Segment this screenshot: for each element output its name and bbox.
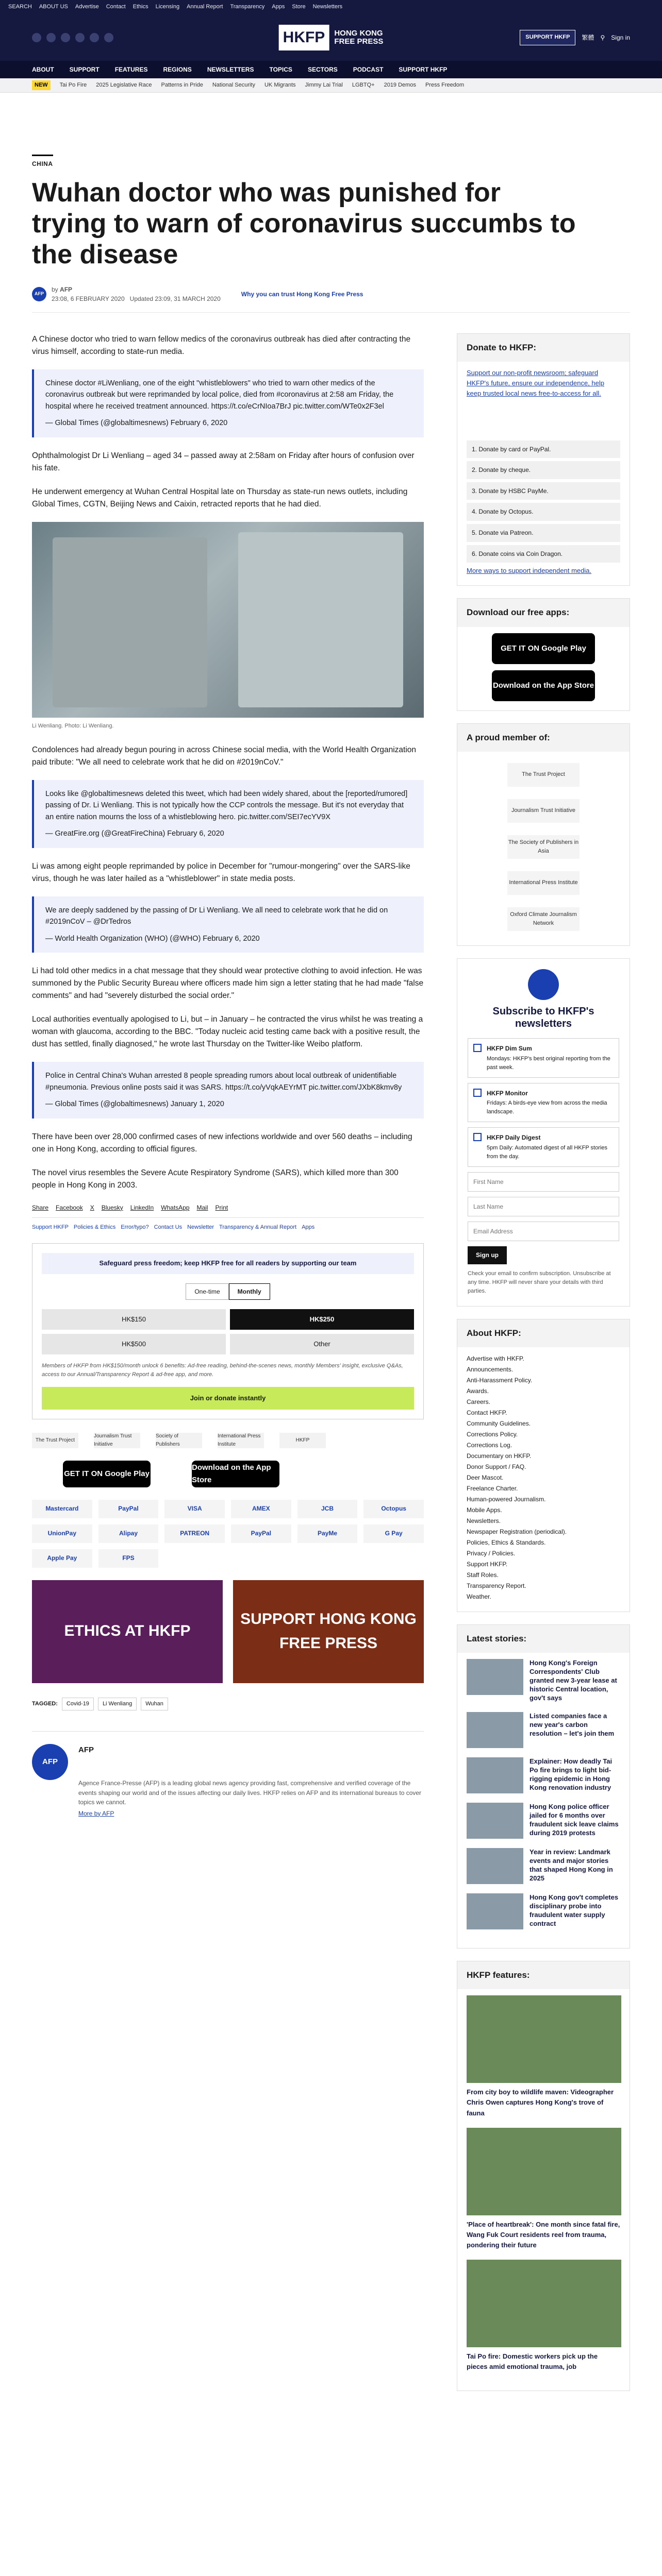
footer-link[interactable]: Newsletter bbox=[187, 1224, 214, 1231]
utility-link[interactable]: ABOUT US bbox=[39, 4, 68, 10]
more-by-author[interactable]: More by AFP bbox=[78, 1809, 114, 1817]
option-desc: Fridays: A birds-eye view from across the media landscape. bbox=[487, 1100, 607, 1115]
header-left bbox=[32, 33, 113, 42]
instagram-icon[interactable] bbox=[61, 33, 70, 42]
app-store-row bbox=[32, 1461, 424, 1487]
story-title[interactable]: Year in review: Landmark events and major stories that shaped Hong Kong in 2025 bbox=[529, 1848, 613, 1882]
latest-story[interactable] bbox=[457, 1659, 630, 1702]
new-badge: NEW bbox=[32, 80, 51, 90]
donate-title: Donate to HKFP: bbox=[457, 334, 630, 362]
paragraph: Condolences had already begun pouring in across Chinese social media, with the World Health Organization paid tribute: "We all need to celebrate work that he did on #2019nCoV." bbox=[32, 745, 417, 767]
story-title[interactable]: Listed companies face a new year's carbon resolution – let's join them bbox=[529, 1711, 615, 1737]
byline-text bbox=[52, 285, 221, 304]
story-thumbnail[interactable] bbox=[467, 1893, 523, 1929]
site-logo[interactable] bbox=[279, 25, 384, 51]
about-sidebox bbox=[457, 1319, 630, 1612]
checkbox[interactable] bbox=[473, 1089, 482, 1097]
byline-prefix: by bbox=[52, 285, 58, 293]
photo-caption: Li Wenliang. Photo: Li Wenliang. bbox=[32, 722, 114, 729]
footer-link[interactable]: Apps bbox=[302, 1224, 315, 1231]
nav-item[interactable]: FEATURES bbox=[114, 65, 148, 73]
signup-note: Check your email to confirm subscription. Unsubscribe at any time. HKFP will never share your details with third parties. bbox=[468, 1270, 611, 1294]
latest-list bbox=[457, 1659, 630, 1929]
member-logo[interactable]: Journalism Trust Initiative bbox=[507, 799, 580, 823]
about-link[interactable]: Support HKFP. bbox=[467, 1561, 508, 1568]
paragraph: Li had told other medics in a chat message that they should wear protective clothing to avoid infection. He was summoned by the Public Security Bureau where officers made him sign a letter stating that he had made "false comments" and had "severely disturbed the social order." bbox=[32, 967, 424, 1001]
bluesky-icon[interactable] bbox=[104, 33, 113, 42]
app-store-badge[interactable]: Download on the App Store bbox=[492, 670, 595, 701]
utility-link[interactable]: Store bbox=[292, 4, 306, 10]
donate-option[interactable]: 4. Donate by Octopus. bbox=[467, 503, 620, 521]
about-link[interactable]: Newspaper Registration (periodical). bbox=[467, 1528, 567, 1536]
tweet-text: Police in Central China's Wuhan arrested 8 people spreading rumors about local outbreak of unidentifiable #pneumonia. Previous online posts said it was SARS. https://t.co/yVqkAEYrMT pic.twitter.com/JXbK8kmv8y bbox=[45, 1072, 402, 1092]
utility-link[interactable]: Contact bbox=[106, 4, 126, 10]
newsletter-option[interactable] bbox=[468, 1038, 619, 1078]
tweet-source[interactable]: — World Health Organization (WHO) (@WHO) February 6, 2020 bbox=[45, 934, 260, 943]
feature-story[interactable] bbox=[457, 1995, 630, 2118]
about-link[interactable]: Corrections Policy. bbox=[467, 1431, 518, 1438]
donate-option[interactable]: 3. Donate by HSBC PayMe. bbox=[467, 482, 620, 500]
logo-mark: HKFP bbox=[279, 25, 329, 51]
about-link[interactable]: Deer Mascot. bbox=[467, 1474, 504, 1482]
payment-logo: AMEX bbox=[231, 1500, 291, 1518]
monthly-option[interactable]: Monthly bbox=[229, 1283, 270, 1300]
story-title[interactable]: Explainer: How deadly Tai Po fire brings to light bid-rigging epidemic in Hong Kong renovation industry bbox=[529, 1757, 613, 1791]
apps-title: Download our free apps: bbox=[457, 599, 630, 626]
utility-link[interactable]: Annual Report bbox=[187, 4, 223, 10]
donate-options bbox=[467, 440, 620, 563]
nav-item[interactable]: NEWSLETTERS bbox=[207, 65, 254, 73]
article-body bbox=[32, 333, 424, 2404]
trending-link[interactable]: 2025 Legislative Race bbox=[96, 81, 152, 88]
amount-option-other[interactable]: Other bbox=[230, 1334, 414, 1354]
trust-logo[interactable]: Journalism Trust Initiative bbox=[94, 1433, 140, 1448]
photo-panel-left bbox=[53, 537, 207, 707]
trending-links bbox=[60, 81, 464, 90]
payment-logo: Mastercard bbox=[32, 1500, 92, 1518]
google-play-badge[interactable]: GET IT ON Google Play bbox=[492, 633, 595, 664]
about-link[interactable]: Awards. bbox=[467, 1387, 489, 1395]
about-link[interactable]: Contact HKFP. bbox=[467, 1409, 507, 1417]
newsletter-option[interactable] bbox=[468, 1083, 619, 1123]
tag[interactable]: Li Wenliang bbox=[98, 1698, 137, 1710]
signin-link[interactable]: Sign in bbox=[611, 33, 630, 41]
about-link[interactable]: Donor Support / FAQ. bbox=[467, 1463, 526, 1471]
member-logo[interactable]: Oxford Climate Journalism Network bbox=[507, 907, 580, 931]
features-list bbox=[457, 1995, 630, 2372]
utility-link[interactable]: Transparency bbox=[230, 4, 265, 10]
latest-story[interactable] bbox=[457, 1848, 630, 1884]
feature-story[interactable] bbox=[457, 2260, 630, 2372]
donate-header: Safeguard press freedom; keep HKFP free for all readers by supporting our team bbox=[42, 1253, 414, 1274]
payment-logo: PayPal bbox=[98, 1500, 159, 1518]
payment-logo: PATREON bbox=[164, 1524, 225, 1543]
embedded-tweet bbox=[32, 369, 424, 437]
author-box-name[interactable]: AFP bbox=[78, 1745, 94, 1754]
tweet-text: Looks like @globaltimesnews deleted this tweet, which had been widely shared, about the [reported/rumored] passing of Dr. Li Wenliang. This is not typically how the CCP controls the message. But it's not everyday that an entire nation mourns the loss of a whistleblowing hero. pic.twitter.com/SEI7ecYV9X bbox=[45, 789, 408, 821]
article-photo bbox=[32, 522, 424, 718]
social-icons bbox=[32, 33, 113, 42]
content-columns bbox=[32, 333, 630, 2404]
payment-logo: JCB bbox=[297, 1500, 358, 1518]
about-link[interactable]: Anti-Harassment Policy. bbox=[467, 1377, 533, 1384]
donate-option[interactable]: 2. Donate by cheque. bbox=[467, 461, 620, 479]
option-title: HKFP Dim Sum bbox=[487, 1044, 532, 1052]
paragraph: A Chinese doctor who tried to warn fellow medics of the coronavirus outbreak has died after contracting the virus himself, according to state-run media. bbox=[32, 334, 411, 356]
tag[interactable]: Wuhan bbox=[141, 1698, 168, 1710]
donate-frequency-toggle bbox=[42, 1283, 414, 1300]
donate-intro[interactable]: Support our non-profit newsroom; safeguard HKFP's future, ensure our independence, help keep trusted local news free-to-access for all. bbox=[467, 369, 604, 398]
share-link[interactable]: Facebook bbox=[56, 1204, 83, 1211]
x-icon[interactable] bbox=[46, 33, 56, 42]
threads-icon[interactable] bbox=[90, 33, 99, 42]
footer-link[interactable]: Error/typo? bbox=[121, 1224, 149, 1231]
tag[interactable]: Covid-19 bbox=[62, 1698, 94, 1710]
share-bar bbox=[32, 1203, 424, 1218]
nav-item[interactable]: TOPICS bbox=[269, 65, 292, 73]
features-title: HKFP features: bbox=[457, 1961, 630, 1989]
amount-option-selected[interactable]: HK$250 bbox=[230, 1309, 414, 1330]
latest-story[interactable] bbox=[457, 1893, 630, 1929]
donate-more[interactable]: More ways to support independent media. bbox=[467, 567, 592, 575]
about-link[interactable]: Community Guidelines. bbox=[467, 1420, 531, 1428]
share-link[interactable]: Share bbox=[32, 1204, 49, 1211]
about-link[interactable]: Advertise with HKFP. bbox=[467, 1355, 524, 1363]
payment-logo: Alipay bbox=[98, 1524, 159, 1543]
payment-logo: G Pay bbox=[363, 1524, 424, 1543]
updated-date: Updated 23:09, 31 MARCH 2020 bbox=[129, 295, 221, 303]
about-links bbox=[457, 1353, 630, 1602]
header-right bbox=[520, 30, 630, 45]
about-link[interactable]: Corrections Log. bbox=[467, 1442, 512, 1449]
latest-story[interactable] bbox=[457, 1803, 630, 1839]
about-link[interactable]: Policies, Ethics & Standards. bbox=[467, 1539, 546, 1547]
logo-text-line2: FREE PRESS bbox=[334, 37, 384, 46]
story-thumbnail[interactable] bbox=[467, 1803, 523, 1839]
share-link[interactable]: Bluesky bbox=[101, 1204, 123, 1211]
trending-bar bbox=[0, 78, 662, 93]
utility-links bbox=[8, 3, 342, 11]
sidebar bbox=[457, 333, 630, 2404]
language-toggle[interactable]: 繁體 bbox=[582, 33, 594, 41]
checkbox[interactable] bbox=[473, 1133, 482, 1141]
feature-title[interactable]: Tai Po fire: Domestic workers pick up the pieces amid emotional trauma, job bbox=[467, 2352, 598, 2371]
newsletter-icon bbox=[528, 969, 559, 1000]
member-logo[interactable]: International Press Institute bbox=[507, 871, 580, 895]
apps-sidebox bbox=[457, 598, 630, 710]
about-link[interactable]: Transparency Report. bbox=[467, 1582, 526, 1590]
about-link[interactable]: Human-powered Journalism. bbox=[467, 1496, 546, 1503]
embedded-tweet bbox=[32, 780, 424, 848]
footer-link[interactable]: Support HKFP bbox=[32, 1224, 69, 1231]
trust-link[interactable]: Why you can trust Hong Kong Free Press bbox=[241, 290, 363, 298]
footer-link[interactable]: Policies & Ethics bbox=[73, 1224, 116, 1231]
trending-link[interactable]: Press Freedom bbox=[425, 81, 465, 88]
nav-item[interactable]: REGIONS bbox=[163, 65, 192, 73]
about-link[interactable]: Freelance Charter. bbox=[467, 1485, 518, 1493]
about-link[interactable]: Announcements. bbox=[467, 1366, 514, 1374]
publish-date: 23:08, 6 FEBRUARY 2020 bbox=[52, 295, 125, 303]
tweet-source[interactable]: — Global Times (@globaltimesnews) January 1, 2020 bbox=[45, 1100, 224, 1109]
option-desc: Mondays: HKFP's best original reporting from the past week. bbox=[487, 1055, 610, 1071]
tweet-source[interactable]: — GreatFire.org (@GreatFireChina) February 6, 2020 bbox=[45, 829, 224, 838]
donate-option[interactable]: 5. Donate via Patreon. bbox=[467, 524, 620, 542]
payment-logo: Apple Pay bbox=[32, 1549, 92, 1568]
trending-link[interactable]: UK Migrants bbox=[264, 81, 296, 88]
donate-option[interactable]: 1. Donate by card or PayPal. bbox=[467, 440, 620, 459]
nav-item[interactable]: PODCAST bbox=[353, 65, 384, 73]
paragraph: Ophthalmologist Dr Li Wenliang – aged 34 – passed away at 2:58am on Friday after hours of confusion over his fate. bbox=[32, 451, 415, 472]
footer-link[interactable]: Transparency & Annual Report bbox=[219, 1224, 297, 1231]
page-content bbox=[32, 93, 630, 2403]
footer-link[interactable]: Contact Us bbox=[154, 1224, 183, 1231]
feature-title[interactable]: 'Place of heartbreak': One month since fatal fire, Wang Fuk Court residents reel from trauma, pondering their future bbox=[467, 2220, 620, 2249]
option-desc: 5pm Daily: Automated digest of all HKFP stories from the day. bbox=[487, 1144, 607, 1160]
byline-author[interactable]: AFP bbox=[60, 285, 73, 293]
share-link[interactable]: Print bbox=[215, 1204, 228, 1211]
about-title: About HKFP: bbox=[457, 1319, 630, 1347]
embedded-tweet bbox=[32, 896, 424, 953]
trending-link[interactable]: Jimmy Lai Trial bbox=[305, 81, 343, 88]
latest-story[interactable] bbox=[457, 1757, 630, 1793]
author-avatar[interactable]: AFP bbox=[32, 287, 46, 301]
nav-item[interactable]: ABOUT bbox=[32, 65, 54, 73]
logo-text-line1: HONG KONG bbox=[334, 28, 383, 38]
donate-option[interactable]: 6. Donate coins via Coin Dragon. bbox=[467, 545, 620, 563]
article-footer-links bbox=[32, 1223, 424, 1232]
promo-videos bbox=[32, 1580, 424, 1683]
utility-link[interactable]: SEARCH bbox=[8, 4, 32, 10]
site-header bbox=[0, 14, 662, 61]
main-nav bbox=[0, 61, 662, 78]
trending-link[interactable]: Tai Po Fire bbox=[59, 81, 87, 88]
paragraph: Li was among eight people reprimanded by police in December for "rumour-mongering" over the SARS-like virus, though he was later hailed as a "whistleblower" in state media posts. bbox=[32, 861, 410, 883]
about-link[interactable]: Careers. bbox=[467, 1398, 491, 1406]
newsletter-option[interactable] bbox=[468, 1127, 619, 1167]
ethics-video[interactable]: ETHICS AT HKFP bbox=[32, 1580, 223, 1683]
option-title: HKFP Daily Digest bbox=[487, 1134, 541, 1142]
trust-logo[interactable]: HKFP bbox=[279, 1433, 326, 1448]
author-box bbox=[32, 1731, 424, 1819]
payment-logo: PayMe bbox=[297, 1524, 358, 1543]
share-link[interactable]: LinkedIn bbox=[130, 1204, 154, 1211]
about-link[interactable]: Mobile Apps. bbox=[467, 1506, 502, 1514]
share-link[interactable]: X bbox=[90, 1204, 94, 1211]
tweet-text: Chinese doctor #LiWenliang, one of the eight "whistleblowers" who tried to warn other medics of the coronavirus outbreak but were reprimanded by local police, died from #coronavirus at 2:58 am Friday, the hospital where he received treatment announced. https://t.co/eCrNIoa7BrJ pic.twitter.com/WTe0x2F3el bbox=[45, 379, 394, 411]
latest-title: Latest stories: bbox=[457, 1625, 630, 1653]
payment-logo: Octopus bbox=[363, 1500, 424, 1518]
latest-story[interactable] bbox=[457, 1712, 630, 1748]
byline bbox=[32, 285, 630, 313]
member-logos bbox=[457, 758, 630, 936]
email-field[interactable] bbox=[468, 1222, 619, 1241]
first-name-field[interactable] bbox=[468, 1172, 619, 1192]
amount-option[interactable]: HK$150 bbox=[42, 1309, 226, 1330]
story-thumbnail[interactable] bbox=[467, 1757, 523, 1793]
apps-badges bbox=[457, 633, 630, 701]
payment-methods bbox=[32, 1500, 424, 1568]
about-link[interactable]: Weather. bbox=[467, 1593, 491, 1601]
newsletter-title: Subscribe to HKFP's newsletters bbox=[492, 1005, 594, 1029]
support-button[interactable]: SUPPORT HKFP bbox=[520, 30, 575, 45]
paragraph: Local authorities eventually apologised to Li, but – in January – he contracted the virus whilst he was treating a woman with glaucoma, according to the BBC. "Today nucleic acid testing came back with a positive result, the dust has settled, finally diagnosed," he wrote last Thursday on the Twitter-like Weibo platform. bbox=[32, 1015, 423, 1049]
feature-image[interactable] bbox=[467, 2260, 621, 2347]
story-thumbnail[interactable] bbox=[467, 1848, 523, 1884]
utility-link[interactable]: Apps bbox=[272, 4, 285, 10]
feature-title[interactable]: From city boy to wildlife maven: Videographer Chris Owen captures Hong Kong's trove of fauna bbox=[467, 2088, 614, 2117]
search-icon[interactable]: ⚲ bbox=[600, 33, 605, 41]
google-play-badge[interactable]: GET IT ON Google Play bbox=[63, 1461, 151, 1487]
trust-logo[interactable]: The Trust Project bbox=[32, 1433, 78, 1448]
checkbox[interactable] bbox=[473, 1044, 482, 1052]
article-category[interactable]: CHINA bbox=[32, 155, 53, 169]
amount-option[interactable]: HK$500 bbox=[42, 1334, 226, 1354]
newsletter-signup bbox=[457, 958, 630, 1307]
paragraph: There have been over 28,000 confirmed cases of new infections worldwide and over 560 deaths – including one in Hong Kong, according to official figures. bbox=[32, 1132, 412, 1154]
utility-link[interactable]: Advertise bbox=[75, 4, 99, 10]
about-link[interactable]: Documentary on HKFP. bbox=[467, 1452, 532, 1460]
member-sidebox bbox=[457, 723, 630, 946]
utility-link[interactable]: Newsletters bbox=[312, 4, 343, 10]
feature-story[interactable] bbox=[457, 2128, 630, 2250]
payment-logo: FPS bbox=[98, 1549, 159, 1568]
support-video[interactable]: SUPPORT HONG KONG FREE PRESS bbox=[233, 1580, 424, 1683]
story-title[interactable]: Hong Kong police officer jailed for 6 months over fraudulent sick leave claims during 2019 protests bbox=[529, 1802, 619, 1837]
nav-item[interactable]: SECTORS bbox=[307, 65, 338, 73]
donate-widget bbox=[32, 1243, 424, 1419]
trust-logo[interactable]: International Press Institute bbox=[218, 1433, 264, 1448]
article-title: Wuhan doctor who was punished for trying to warn of coronavirus succumbs to the disease bbox=[32, 178, 576, 269]
option-title: HKFP Monitor bbox=[487, 1089, 528, 1097]
youtube-icon[interactable] bbox=[75, 33, 85, 42]
story-title[interactable]: Hong Kong gov't completes disciplinary probe into fraudulent water supply contract bbox=[529, 1893, 619, 1927]
author-box-avatar[interactable]: AFP bbox=[32, 1744, 68, 1780]
author-box-text bbox=[78, 1744, 424, 1819]
latest-sidebox bbox=[457, 1624, 630, 1948]
story-thumbnail[interactable] bbox=[467, 1712, 523, 1748]
last-name-field[interactable] bbox=[468, 1197, 619, 1216]
feature-image[interactable] bbox=[467, 2128, 621, 2215]
donate-inner bbox=[457, 368, 630, 576]
donate-sidebox bbox=[457, 333, 630, 586]
photo-panel-right bbox=[238, 532, 403, 707]
about-link[interactable]: Newsletters. bbox=[467, 1517, 501, 1525]
trust-logo[interactable]: Society of Publishers bbox=[156, 1433, 202, 1448]
share-link[interactable]: WhatsApp bbox=[161, 1204, 190, 1211]
features-sidebox bbox=[457, 1961, 630, 2391]
nav-item[interactable]: SUPPORT bbox=[69, 65, 100, 73]
story-thumbnail[interactable] bbox=[467, 1659, 523, 1695]
one-time-option[interactable]: One-time bbox=[186, 1283, 228, 1300]
tweet-text: We are deeply saddened by the passing of Dr Li Wenliang. We all need to celebrate work that he did on #2019nCoV – @DrTedros bbox=[45, 906, 388, 926]
utility-bar bbox=[0, 0, 662, 14]
trending-link[interactable]: 2019 Demos bbox=[384, 81, 416, 88]
about-link[interactable]: Privacy / Policies. bbox=[467, 1550, 516, 1557]
tags bbox=[32, 1698, 424, 1710]
facebook-icon[interactable] bbox=[32, 33, 41, 42]
donate-note: Members of HKFP from HK$150/month unlock 6 benefits: Ad-free reading, behind-the-scenes news, monthly Members' insight, exclusive Q&As, access to our Annual/Transparency Report & ad-free app, and more. bbox=[42, 1363, 403, 1378]
app-store-badge[interactable]: Download on the App Store bbox=[192, 1461, 279, 1487]
utility-link[interactable]: Licensing bbox=[155, 4, 180, 10]
nav-item[interactable]: SUPPORT HKFP bbox=[399, 65, 448, 73]
member-logo[interactable]: The Society of Publishers in Asia bbox=[507, 835, 580, 859]
signup-button[interactable]: Sign up bbox=[468, 1246, 507, 1264]
utility-link[interactable]: Ethics bbox=[133, 4, 148, 10]
trending-link[interactable]: LGBTQ+ bbox=[352, 81, 375, 88]
trending-link[interactable]: National Security bbox=[212, 81, 255, 88]
logo-text bbox=[334, 29, 383, 46]
tweet-source[interactable]: — Global Times (@globaltimesnews) February 6, 2020 bbox=[45, 419, 228, 428]
payment-logo: PayPal bbox=[231, 1524, 291, 1543]
author-bio: Agence France-Presse (AFP) is a leading global news agency providing fast, comprehensive and verified coverage of the events shaping our world and of the issues affecting our daily lives. HKFP relies on AFP and its international bureaus to cover topics we cannot. bbox=[78, 1779, 422, 1806]
donate-amounts bbox=[42, 1309, 414, 1354]
about-link[interactable]: Staff Roles. bbox=[467, 1571, 499, 1579]
embedded-tweet bbox=[32, 1062, 424, 1118]
payment-logo: UnionPay bbox=[32, 1524, 92, 1543]
tags-label: TAGGED: bbox=[32, 1700, 58, 1707]
feature-image[interactable] bbox=[467, 1995, 621, 2083]
trending-link[interactable]: Patterns in Pride bbox=[161, 81, 203, 88]
share-link[interactable]: Mail bbox=[196, 1204, 208, 1211]
trust-logos bbox=[32, 1433, 424, 1448]
story-title[interactable]: Hong Kong's Foreign Correspondents' Club granted new 3-year lease at historic Central location, gov't says bbox=[529, 1659, 617, 1702]
paragraph: The novel virus resembles the Severe Acute Respiratory Syndrome (SARS), which killed more than 300 people in Hong Kong in 2003. bbox=[32, 1168, 399, 1190]
member-title: A proud member of: bbox=[457, 724, 630, 752]
join-button[interactable]: Join or donate instantly bbox=[42, 1387, 414, 1410]
paragraph: He underwent emergency at Wuhan Central Hospital late on Thursday as state-run news outlets, including Global Times, CGTN, Beijing News and Caixin, retracted reports that he had died. bbox=[32, 487, 408, 509]
payment-logo: VISA bbox=[164, 1500, 225, 1518]
member-logo[interactable]: The Trust Project bbox=[507, 763, 580, 787]
